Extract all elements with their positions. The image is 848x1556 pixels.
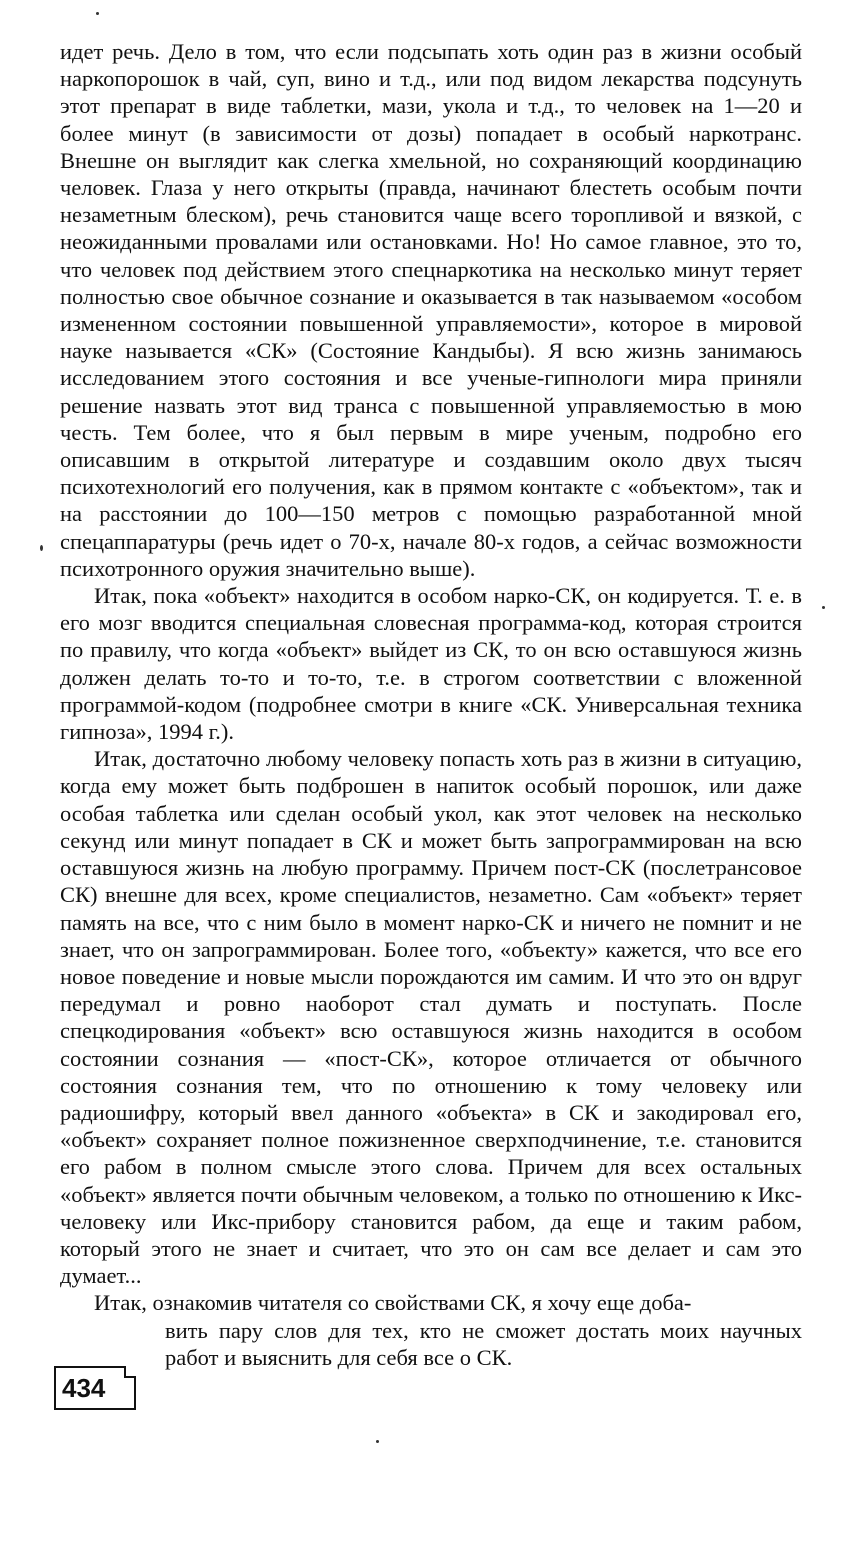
paragraph-4 <box>60 1289 802 1371</box>
paragraph-3: Итак, достаточно любому человеку попасть хоть раз в жизни в ситуацию, когда ему может быть подброшен в напиток особый порошок, или даже особая таблетка или сделан особый укол, как этот человек на несколько секунд или минут попадает в СК и может быть запрограммирован на всю оставшуюся жизнь на любую программу. Причем пост-СК (послетрансовое СК) внешне для всех, кроме специалистов, незаметно. Сам «объект» теряет память на все, что с ним было в момент нарко-СК и ничего не помнит и не знает, что он запрограммирован. Более того, «объекту» кажется, что все его новое поведение и новые мысли порождаются им самим. И что это он вдруг передумал и ровно наоборот стал думать и поступать. После спецкодирования «объект» всю оставшуюся жизнь находится в особом состоянии сознания — «пост-СК», которое отличается от обычного состояния сознания тем, что по отношению к тому человеку или радиошифру, который ввел данного «объекта» в СК и закодировал его, «объект» сохраняет полное пожизненное сверхподчинение, т.е. становится его рабом в полном смысле этого слова. Причем для всех остальных «объект» является почти обычным человеком, а только по отношению к Икс-человеку или Икс-прибору становится рабом, да еще и таким рабом, который этого не знает и считает, что это он сам все делает и сам это думает... <box>60 746 802 1289</box>
page-body <box>60 38 802 1371</box>
folded-corner-icon <box>124 1366 136 1378</box>
scan-speck <box>822 606 825 609</box>
scan-speck <box>96 12 99 15</box>
scan-speck <box>40 545 43 551</box>
page-number <box>54 1366 136 1410</box>
paragraph-2: Итак, пока «объект» находится в особом нарко-СК, он кодируется. Т. е. в его мозг вводится специальная словесная программа-код, которая строится по правилу, что когда «объект» выйдет из СК, то он всю оставшуюся жизнь должен делать то-то и то-то, т.е. в строгом соответствии с вложенной программой-кодом (подробнее смотри в книге «СК. Универсальная техника гипноза», 1994 г.). <box>60 583 802 745</box>
page-number-text: 434 <box>62 1373 106 1403</box>
scan-speck <box>376 1440 379 1443</box>
paragraph-4-rest: вить пару слов для тех, кто не сможет достать моих научных работ и выяснить для себя все о СК. <box>165 1317 802 1370</box>
paragraph-4-first-line: Итак, ознакомив читателя со свойствами СК, я хочу еще доба- <box>94 1290 692 1316</box>
paragraph-1: идет речь. Дело в том, что если подсыпать хоть один раз в жизни особый наркопорошок в чай, суп, вино и т.д., или под видом лекарства подсунуть этот препарат в виде таблетки, мази, укола и т.д., то человек на 1—20 и более минут (в зависимости от дозы) попадает в особый наркотранс. Внешне он выглядит как слегка хмельной, но сохраняющий координацию человек. Глаза у него открыты (правда, начинают блестеть особым почти незаметным блеском), речь становится чаще всего торопливой и вязкой, с неожиданными провалами или остановками. Но! Но самое главное, это то, что человек под действием этого спецнаркотика на несколько минут теряет полностью свое обычное сознание и оказывается в так называемом «особом измененном состоянии повышенной управляемости», которое в мировой науке называется «СК» (Состояние Кандыбы). Я всю жизнь занимаюсь исследованием этого состояния и все ученые-гипнологи мира приняли решение назвать этот вид транса с повышенной управляемостью в мою честь. Тем более, что я был первым в мире ученым, подробно его описавшим в открытой литературе и создавшим около двух тысяч психотехнологий его получения, как в прямом контакте с «объектом», так и на расстоянии до 100—150 метров с помощью разработанной мной спецаппаратуры (речь идет о 70-х, начале 80-х годов, а сейчас возможности психотронного оружия значительно выше). <box>60 39 802 581</box>
